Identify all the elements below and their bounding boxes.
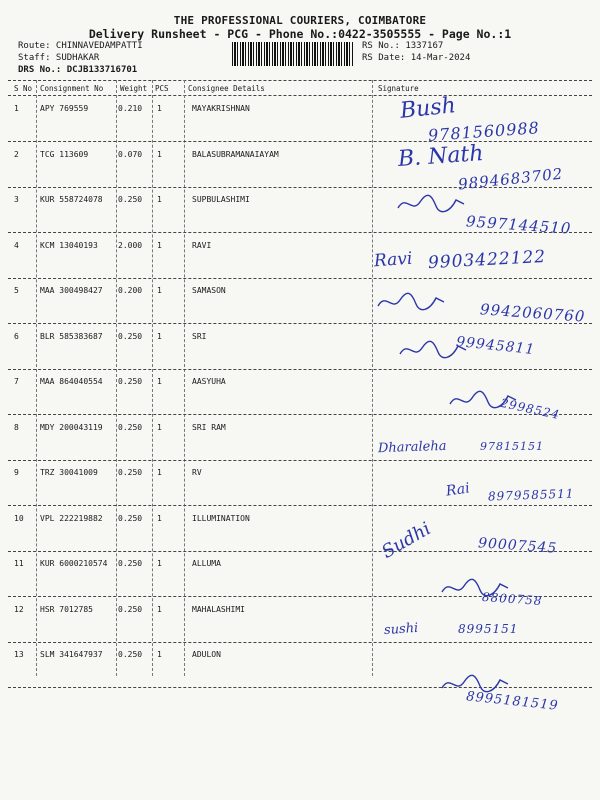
signature-column [370, 92, 598, 722]
handwritten-signature: Ravi [373, 248, 414, 272]
row-consignment-no: TCG 113609 [40, 149, 89, 159]
drs-number: DRS No.: DCJB133716701 [18, 65, 138, 75]
row-weight: 2.000 [118, 240, 143, 250]
handwritten-phone-number: 99945811 [455, 333, 536, 359]
row-weight: 0.250 [118, 559, 143, 568]
row-consignee: ALLUMA [192, 559, 221, 568]
handwritten-signature: Dharaleha [377, 438, 447, 457]
row-sno: 6 [14, 331, 19, 341]
handwritten-phone-number: 9903422122 [427, 246, 547, 274]
row-consignment-no: VPL 222219882 [40, 513, 103, 523]
row-sno: 10 [14, 513, 24, 523]
row-pcs: 1 [157, 513, 162, 523]
staff-label: Staff: SUDHAKAR [18, 53, 100, 63]
row-consignee: SUPBULASHIMI [192, 195, 250, 204]
rs-date: RS Date: 14-Mar-2024 [362, 53, 471, 63]
row-consignment-no: KUR 6000210574 [40, 559, 108, 568]
row-sno: 11 [14, 559, 24, 568]
row-pcs: 1 [157, 377, 162, 386]
scribbled-signature-mark [376, 290, 446, 314]
row-pcs: 1 [157, 650, 162, 659]
handwritten-phone-number: 90007545 [477, 535, 558, 557]
row-consignee: ADULON [192, 650, 221, 659]
row-pcs: 1 [157, 286, 162, 295]
row-pcs: 1 [157, 240, 162, 250]
row-consignee: ILLUMINATION [192, 513, 250, 523]
row-consignment-no: MAA 864040554 [40, 377, 103, 386]
col-sno: S No [14, 84, 33, 93]
handwritten-phone-number: 8800758 [481, 589, 543, 609]
route-label: Route: CHINNAVEDAMPATTI [18, 41, 143, 51]
row-consignment-no: HSR 7012785 [40, 604, 93, 614]
handwritten-phone-number: 8995181519 [465, 689, 560, 714]
handwritten-signature: Rai [445, 480, 471, 500]
row-weight: 0.250 [118, 468, 143, 477]
row-consignee: RV [192, 468, 202, 477]
row-consignee: SRI RAM [192, 422, 226, 432]
handwritten-phone-number: 8979585511 [487, 486, 575, 504]
row-consignment-no: SLM 341647937 [40, 650, 103, 659]
row-weight: 0.210 [118, 104, 143, 113]
handwritten-signature: sushi [383, 620, 419, 639]
row-consignment-no: BLR 585383687 [40, 331, 103, 341]
row-pcs: 1 [157, 604, 162, 614]
row-sno: 1 [14, 104, 19, 113]
row-weight: 0.250 [118, 513, 143, 523]
row-consignment-no: KCM 13040193 [40, 240, 98, 250]
row-sno: 3 [14, 195, 19, 204]
row-pcs: 1 [157, 195, 162, 204]
handwritten-phone-number: 97815151 [480, 440, 544, 453]
row-consignment-no: TRZ 30041009 [40, 468, 98, 477]
header-top-rule [8, 80, 592, 81]
row-pcs: 1 [157, 422, 162, 432]
handwritten-signature: Sudhi [378, 518, 435, 563]
barcode [232, 42, 354, 66]
col-consignment: Consignment No [40, 84, 104, 93]
scribbled-signature-mark [396, 192, 466, 216]
row-weight: 0.250 [118, 422, 143, 432]
col-signature: Signature [378, 84, 419, 93]
row-weight: 0.200 [118, 286, 143, 295]
row-sno: 4 [14, 240, 19, 250]
row-weight: 0.250 [118, 377, 143, 386]
row-consignee: SAMASON [192, 286, 226, 295]
handwritten-phone-number: 2998524 [499, 395, 562, 423]
col-consignee: Consignee Details [188, 84, 265, 93]
row-consignee: RAVI [192, 240, 212, 250]
col-weight: Weight [120, 84, 148, 93]
row-pcs: 1 [157, 104, 162, 113]
row-sno: 12 [14, 604, 24, 614]
handwritten-phone-number: 9942060760 [479, 300, 586, 326]
row-consignee: SRI [192, 331, 207, 341]
handwritten-phone-number: 9894683702 [457, 164, 565, 194]
handwritten-signature: B. Nath [397, 141, 485, 172]
row-consignee: AASYUHA [192, 377, 226, 386]
row-consignment-no: KUR 558724078 [40, 195, 103, 204]
row-weight: 0.250 [118, 650, 143, 659]
handwritten-phone-number: 9781560988 [427, 118, 541, 145]
row-consignment-no: MAA 300498427 [40, 286, 103, 295]
row-sno: 13 [14, 650, 24, 659]
row-sno: 2 [14, 149, 19, 159]
row-weight: 0.070 [118, 149, 143, 159]
row-sno: 7 [14, 377, 19, 386]
runsheet-title: Delivery Runsheet - PCG - Phone No.:0422-3505555 - Page No.:1 [88, 27, 512, 41]
handwritten-signature: Bush [398, 93, 457, 124]
row-pcs: 1 [157, 468, 162, 477]
row-consignee: BALASUBRAMANAIAYAM [192, 149, 279, 159]
row-pcs: 1 [157, 559, 162, 568]
company-name: THE PROFESSIONAL COURIERS, COIMBATORE [173, 14, 427, 27]
rs-number: RS No.: 1337167 [362, 41, 444, 51]
handwritten-phone-number: 8995151 [458, 622, 519, 636]
row-pcs: 1 [157, 149, 162, 159]
row-pcs: 1 [157, 331, 162, 341]
row-sno: 8 [14, 422, 19, 432]
row-sno: 9 [14, 468, 19, 477]
row-consignee: MAYAKRISHNAN [192, 104, 250, 113]
row-sno: 5 [14, 286, 19, 295]
row-weight: 0.250 [118, 604, 143, 614]
row-consignment-no: MDY 200043119 [40, 422, 103, 432]
row-consignee: MAHALASHIMI [192, 604, 245, 614]
row-weight: 0.250 [118, 195, 143, 204]
handwritten-phone-number: 9597144510 [465, 212, 572, 238]
row-weight: 0.250 [118, 331, 143, 341]
row-consignment-no: APY 769559 [40, 104, 89, 113]
col-pcs: PCS [155, 84, 169, 93]
